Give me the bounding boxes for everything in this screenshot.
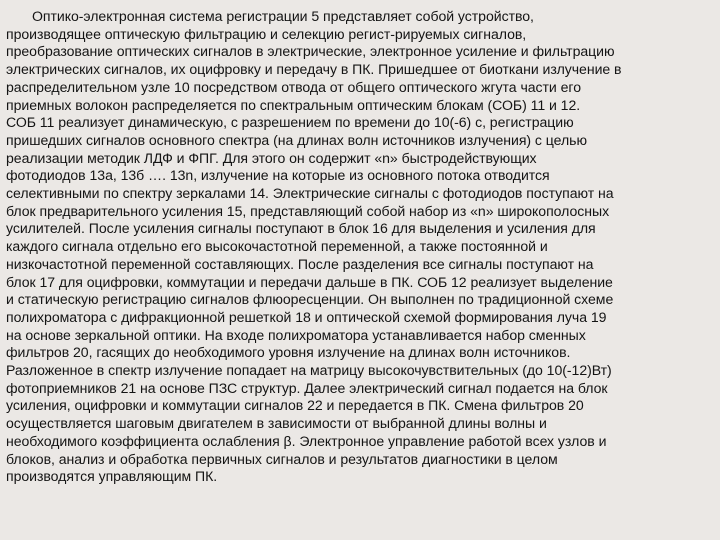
text-line-1: Оптико-электронная система регистрации 5 представляет собой устройство, (32, 8, 534, 24)
text-line-20: фильтров 20, гасящих до необходимого уровня излучение на длинах волн источников. (6, 344, 571, 361)
text-line-8: пришедших сигналов основного спектра (на длинах волн источников излучения) с целью (6, 131, 587, 148)
body-paragraph (6, 8, 714, 486)
text-line-22: фотоприемников 21 на основе ПЗС структур. Далее электрический сигнал подается на блок (6, 379, 608, 396)
text-line-13: усилителей. После усиления сигналы поступают в блок 16 для выделения и усиления для (6, 220, 596, 237)
text-line-4: электрических сигналов, их оцифровку и передачу в ПК. Пришедшее от биоткани излучение в (6, 61, 622, 78)
text-line-9: реализации методик ЛДФ и ФПГ. Для этого он содержит «n» быстродействующих (6, 149, 537, 166)
text-line-6: приемных волокон распределяется по спектральным оптическим блокам (СОБ) 11 и 12. (6, 96, 581, 113)
text-line-19: на основе зеркальной оптики. На входе полихроматора устанавливается набор сменных (6, 326, 586, 343)
text-line-27: производятся управляющим ПК. (6, 468, 218, 485)
text-line-23: усиления, оцифровки и коммутации сигналов 22 и передается в ПК. Смена фильтров 20 (6, 397, 584, 414)
text-line-14: каждого сигнала отдельно его высокочастотной переменной, а также постоянной и (6, 238, 548, 255)
text-line-17: и статическую регистрацию сигналов флюоресценции. Он выполнен по традиционной схеме (6, 291, 614, 308)
text-line-10: фотодиодов 13а, 13б …. 13n, излучение на которые из основного потока отводится (6, 167, 550, 184)
text-line-7: СОБ 11 реализует динамическую, с разрешением по времени до 10(-6) с, регистрацию (6, 114, 574, 131)
text-line-21: Разложенное в спектр излучение попадает на матрицу высокочувствительных (до 10(-12)Вт) (6, 362, 612, 379)
text-line-16: блок 17 для оцифровки, коммутации и передачи дальше в ПК. СОБ 12 реализует выделение (6, 273, 613, 290)
text-line-11: селективными по спектру зеркалами 14. Электрические сигналы с фотодиодов поступают на (6, 185, 614, 202)
text-line-5: распределительном узле 10 посредством отвода от общего оптического жгута части его (6, 78, 581, 95)
text-line-12: блок предварительного усиления 15, представляющий собой набор из «n» широкополосных (6, 202, 610, 219)
text-line-24: осуществляется шаговым двигателем в зависимости от выбранной длины волны и (6, 415, 547, 432)
text-line-3: преобразование оптических сигналов в электрические, электронное усиление и фильтрацию (6, 43, 615, 60)
text-line-26: блоков, анализ и обработка первичных сигналов и результатов диагностики в целом (6, 450, 558, 467)
text-line-25: необходимого коэффициента ослабления β. Электронное управление работой всех узлов и (6, 432, 607, 449)
text-line-15: низкочастотной переменной составляющих. После разделения все сигналы поступают на (6, 255, 594, 272)
text-line-18: полихроматора с дифракционной решеткой 18 и оптической схемой формирования луча 19 (6, 308, 607, 325)
text-line-2: производящее оптическую фильтрацию и селекцию регист-рируемых сигналов, (6, 25, 527, 42)
